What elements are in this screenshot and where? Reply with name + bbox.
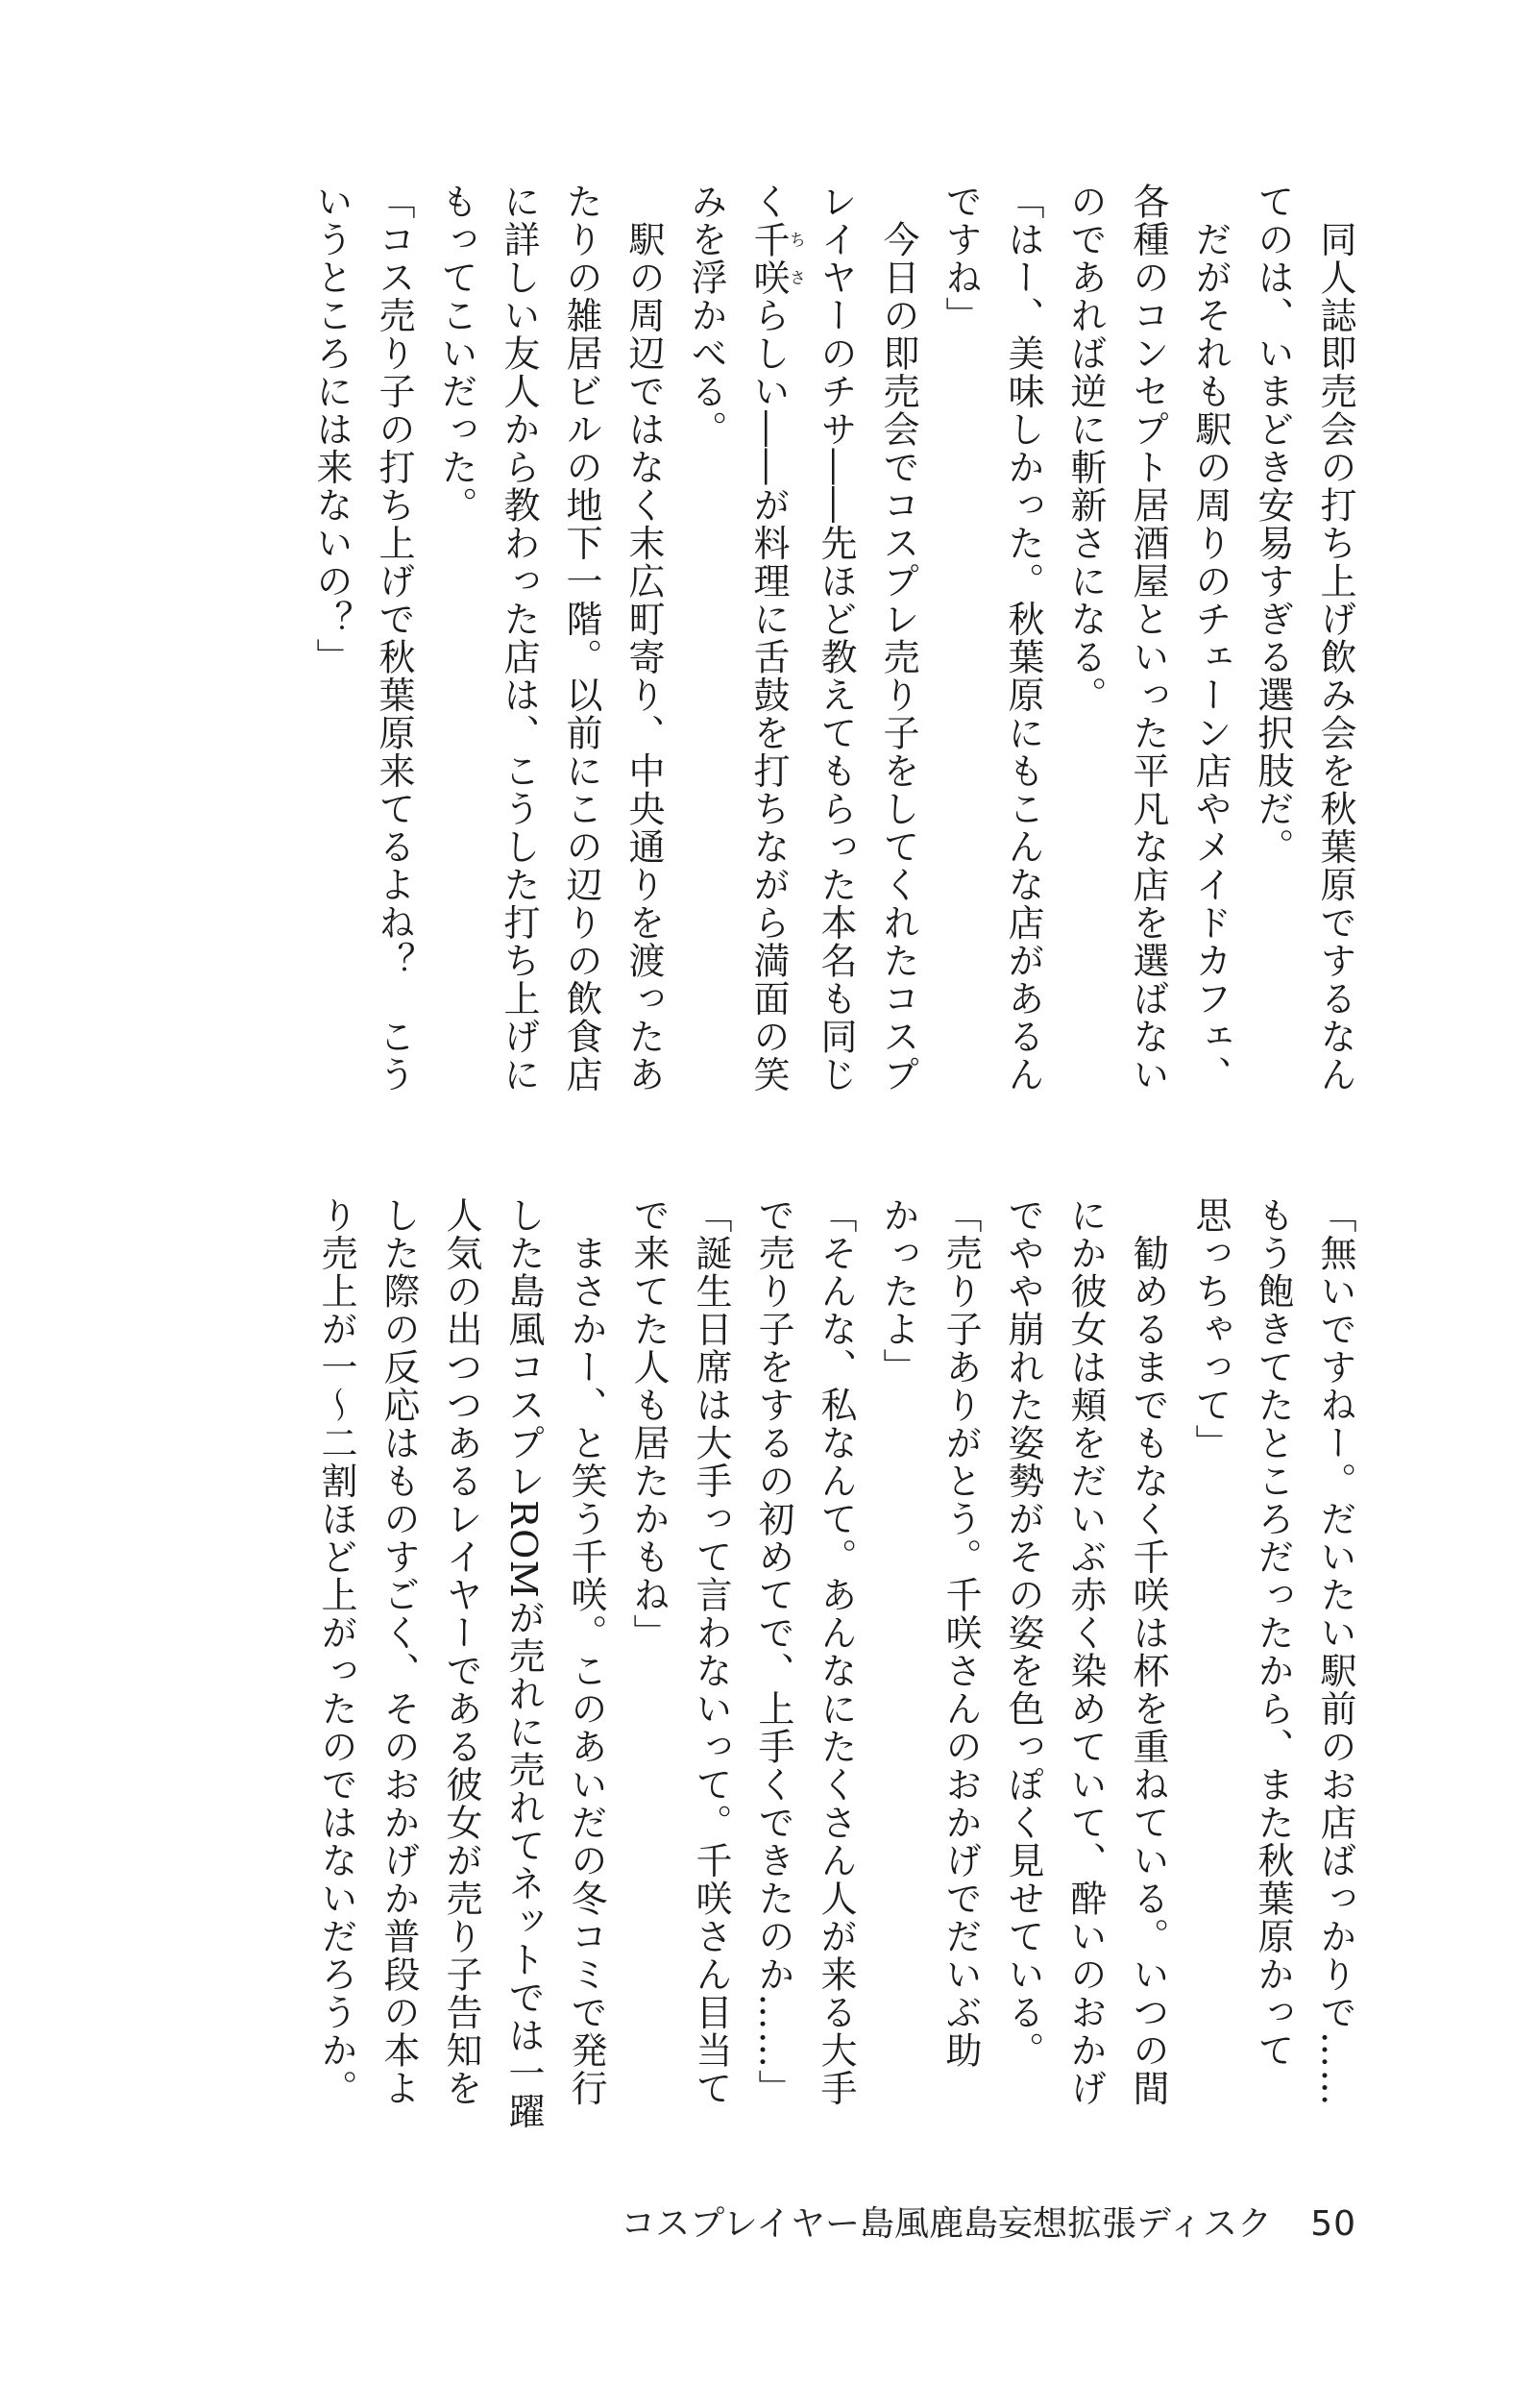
text-line: 人気の出つつあるレイヤーである彼女が売り子告知を bbox=[440, 1196, 482, 2107]
text-line: した際の反応はものすごく、そのおかげか普段の本よ bbox=[378, 1196, 420, 2107]
text-line: まさかー、と笑う千咲。このあいだの冬コミで発行 bbox=[565, 1196, 607, 2107]
page-footer bbox=[621, 2197, 1356, 2246]
text-line: てのは、いまどき安易すぎる選択肢だ。 bbox=[1252, 183, 1294, 866]
text-line: ですね」 bbox=[939, 183, 982, 334]
running-title: コスプレイヤー島風鹿島妄想拡張ディスク bbox=[621, 2204, 1273, 2244]
text-line: 「そんな、私なんて。あんなにたくさん人が来る大手 bbox=[815, 1196, 857, 2107]
text-line: 「はー、美味しかった。秋葉原にもこんな店があるん bbox=[1002, 183, 1044, 1093]
text-line: に詳しい友人から教わった店は、こうした打ち上げに bbox=[498, 183, 540, 1093]
text-line: 「誕生日席は大手って言わないって。千咲さん目当て bbox=[690, 1196, 732, 2107]
text-line: 「売り子ありがとう。千咲さんのおかげでだいぶ助 bbox=[939, 1196, 982, 2070]
text-line: たりの雑居ビルの地下一階。以前にこの辺りの飲食店 bbox=[560, 183, 602, 1093]
furigana-annotated-word: 千咲ちさ bbox=[747, 220, 805, 297]
text-line: でやや崩れた姿勢がその姿を色っぽく見せている。 bbox=[1002, 1196, 1044, 2070]
text-line: で来てた人も居たかもね」 bbox=[627, 1196, 670, 1652]
text-line: 同人誌即売会の打ち上げ飲み会を秋葉原でするなん bbox=[1314, 183, 1356, 1093]
text-line: にか彼女は頬をだいぶ赤く染めていて、酔いのおかげ bbox=[1064, 1196, 1107, 2107]
text-line: 各種のコンセプト居酒屋といった平凡な店を選ばない bbox=[1127, 183, 1169, 1093]
page-number: 50 bbox=[1310, 2204, 1356, 2244]
text-line: のであれば逆に斬新さになる。 bbox=[1064, 183, 1107, 714]
text-line: かったよ」 bbox=[877, 1196, 919, 1387]
text-line: 今日の即売会でコスプレ売り子をしてくれたコスプ bbox=[877, 183, 919, 1093]
text-line: り売上が一～二割ほど上がったのではないだろうか。 bbox=[315, 1196, 357, 2107]
text-line: レイヤーのチサ――先ほど教えてもらった本名も同じ bbox=[815, 183, 857, 1093]
text-line: 「無いですねー。だいたい駅前のお店ばっかりで…… bbox=[1314, 1196, 1356, 2107]
text-block-top bbox=[300, 183, 1366, 1097]
text-line: で売り子をするの初めてで、上手くできたのか……」 bbox=[752, 1196, 794, 2107]
text-line: く千咲ちさらしい――が料理に舌鼓を打ちながら満面の笑 bbox=[747, 183, 805, 1093]
text-line: 思っちゃって」 bbox=[1189, 1196, 1232, 1462]
text-line: 駅の周辺ではなく末広町寄り、中央通りを渡ったあ bbox=[622, 183, 665, 1093]
text-line: いうところには来ないの？」 bbox=[310, 183, 353, 676]
text-line: みを浮かべる。 bbox=[685, 183, 727, 449]
text-line: もう飽きてたところだったから、また秋葉原かって bbox=[1252, 1196, 1294, 2070]
text-line: だがそれも駅の周りのチェーン店やメイドカフェ、 bbox=[1189, 183, 1232, 1093]
text-line: もってこいだった。 bbox=[435, 183, 477, 525]
text-block-bottom bbox=[305, 1196, 1366, 2131]
text-line: 「コス売り子の打ち上げで秋葉原来てるよね？ こう bbox=[373, 183, 415, 1093]
text-line: した島風コスプレROMが売れに売れてネットでは一躍 bbox=[502, 1196, 545, 2131]
text-line: 勧めるまでもなく千咲は杯を重ねている。いつの間 bbox=[1127, 1196, 1169, 2107]
